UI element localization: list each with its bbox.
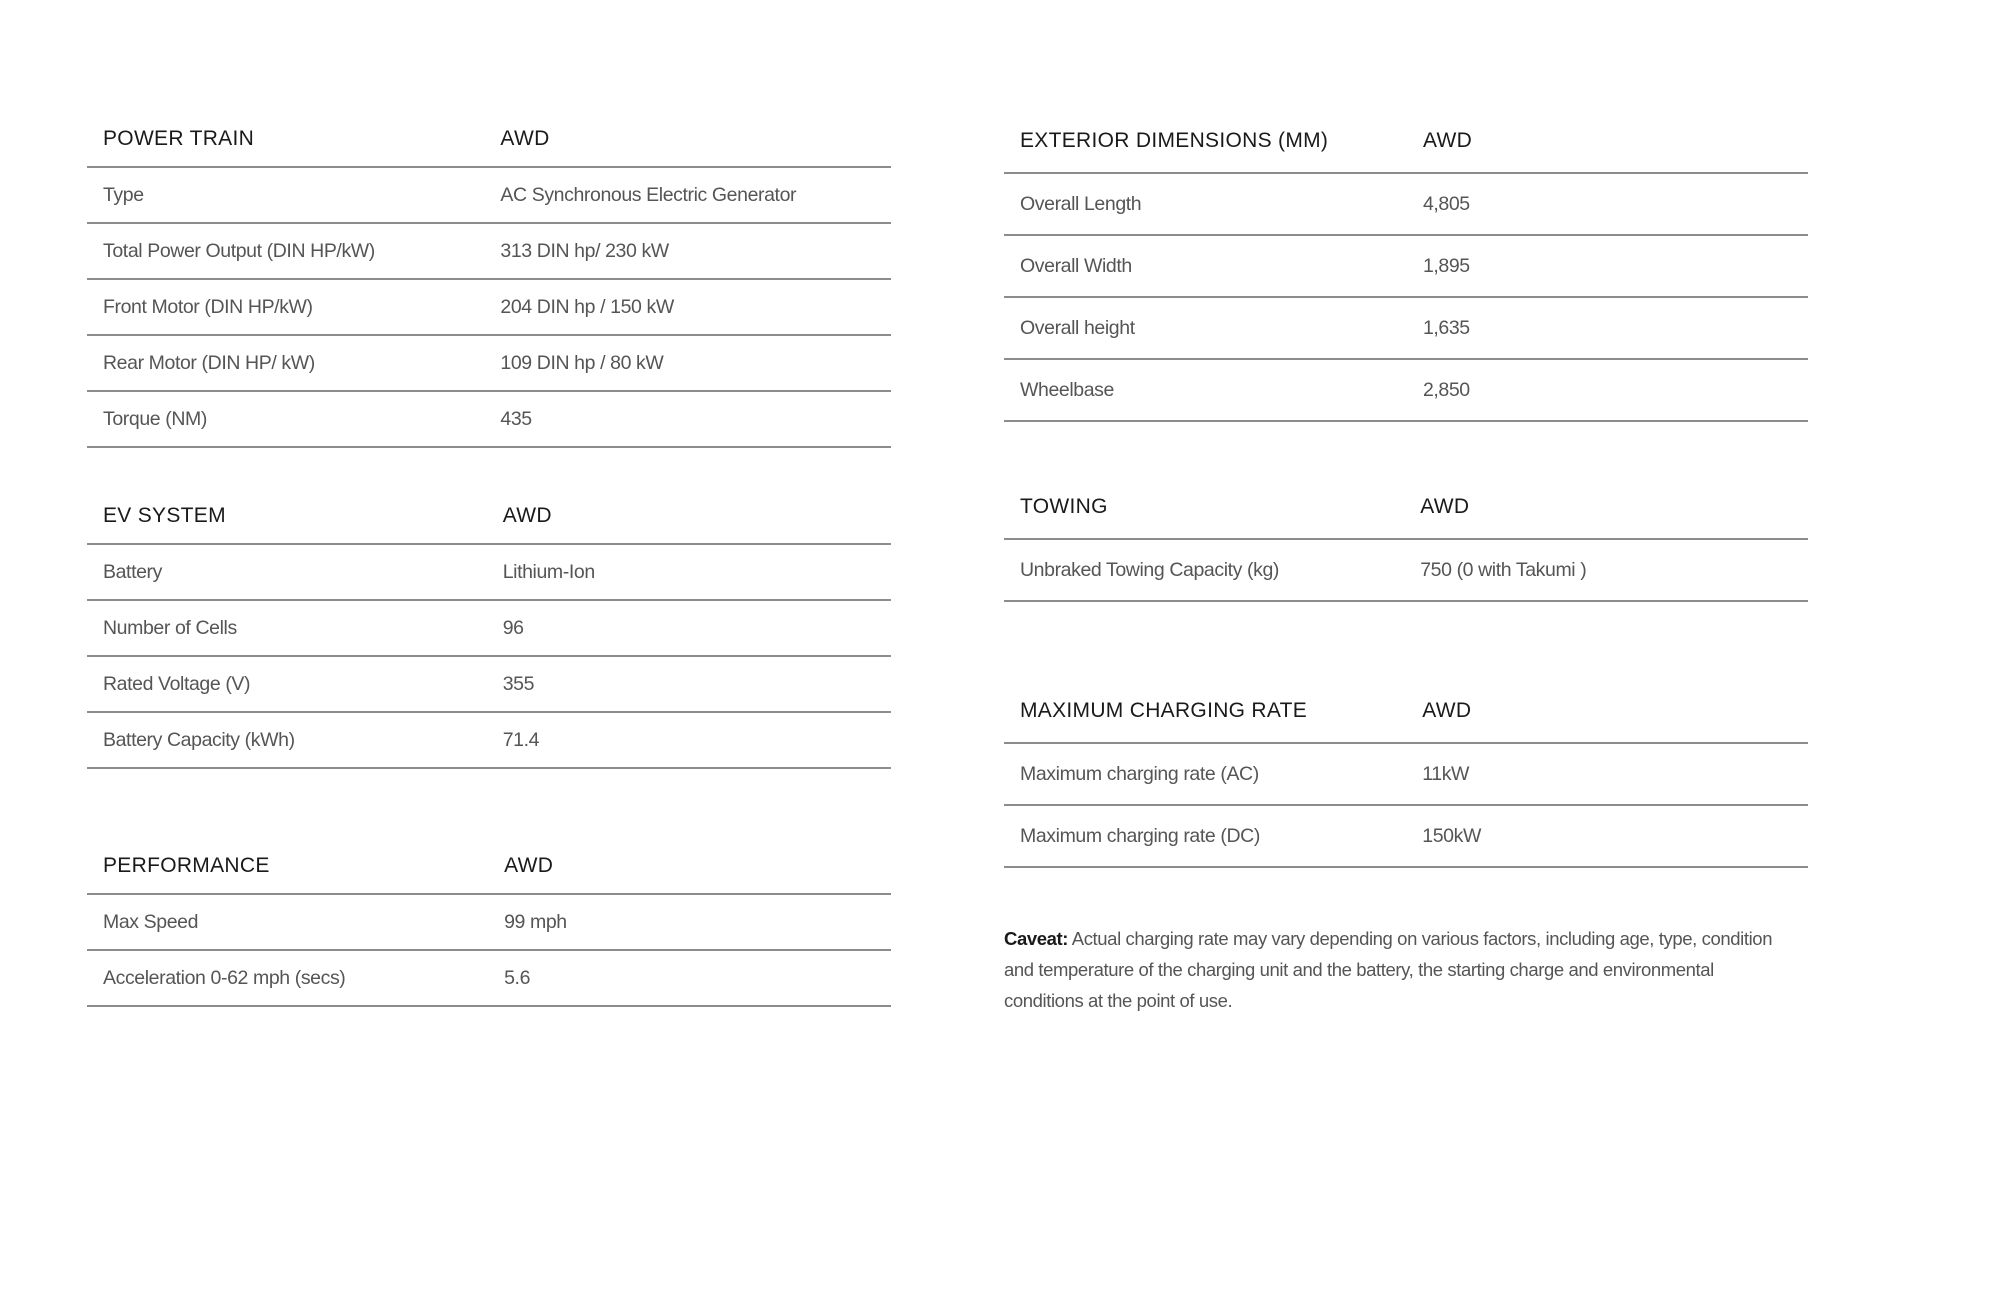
spec-label: Maximum charging rate (AC) bbox=[1004, 743, 1406, 805]
table-heading: POWER TRAIN bbox=[87, 111, 484, 167]
spec-value: 1,895 bbox=[1407, 235, 1808, 297]
table-heading: TOWING bbox=[1004, 476, 1404, 539]
spec-value: 1,635 bbox=[1407, 297, 1808, 359]
caveat-label: Caveat: bbox=[1004, 928, 1069, 949]
spec-value: AC Synchronous Electric Generator bbox=[484, 167, 891, 223]
ev-system-table bbox=[87, 488, 891, 769]
table-row bbox=[87, 335, 891, 391]
spec-label: Battery Capacity (kWh) bbox=[87, 712, 487, 768]
table-header-row bbox=[87, 838, 891, 894]
spec-label: Overall Width bbox=[1004, 235, 1407, 297]
spec-label: Rear Motor (DIN HP/ kW) bbox=[87, 335, 484, 391]
spec-label: Number of Cells bbox=[87, 600, 487, 656]
spec-value: 109 DIN hp / 80 kW bbox=[484, 335, 891, 391]
spec-value: 71.4 bbox=[487, 712, 891, 768]
spec-value: 2,850 bbox=[1407, 359, 1808, 421]
column-heading: AWD bbox=[488, 838, 891, 894]
table-row bbox=[87, 894, 891, 950]
towing-table bbox=[1004, 476, 1808, 602]
spec-label: Front Motor (DIN HP/kW) bbox=[87, 279, 484, 335]
table-row bbox=[87, 950, 891, 1006]
table-header-row bbox=[1004, 476, 1808, 539]
table-header-row bbox=[87, 111, 891, 167]
table-row bbox=[87, 544, 891, 600]
table-row bbox=[87, 223, 891, 279]
spec-label: Rated Voltage (V) bbox=[87, 656, 487, 712]
table-heading: PERFORMANCE bbox=[87, 838, 488, 894]
table-heading: EXTERIOR DIMENSIONS (MM) bbox=[1004, 110, 1407, 173]
spec-value: Lithium-Ion bbox=[487, 544, 891, 600]
column-heading: AWD bbox=[487, 488, 891, 544]
spec-value: 11kW bbox=[1406, 743, 1808, 805]
table-heading: EV SYSTEM bbox=[87, 488, 487, 544]
spec-value: 204 DIN hp / 150 kW bbox=[484, 279, 891, 335]
spec-value: 4,805 bbox=[1407, 173, 1808, 235]
table-row bbox=[87, 167, 891, 223]
table-header-row bbox=[1004, 110, 1808, 173]
table-row bbox=[1004, 743, 1808, 805]
spec-label: Wheelbase bbox=[1004, 359, 1407, 421]
table-row bbox=[87, 600, 891, 656]
powertrain-table bbox=[87, 111, 891, 448]
spec-value: 313 DIN hp/ 230 kW bbox=[484, 223, 891, 279]
spec-value: 750 (0 with Takumi ) bbox=[1404, 539, 1808, 601]
exterior-dimensions-table bbox=[1004, 110, 1808, 422]
spec-value: 355 bbox=[487, 656, 891, 712]
spec-value: 96 bbox=[487, 600, 891, 656]
table-row bbox=[1004, 235, 1808, 297]
table-row bbox=[1004, 805, 1808, 867]
table-row bbox=[87, 391, 891, 447]
spec-label: Max Speed bbox=[87, 894, 488, 950]
spec-label: Battery bbox=[87, 544, 487, 600]
column-heading: AWD bbox=[484, 111, 891, 167]
column-heading: AWD bbox=[1406, 680, 1808, 743]
caveat-note bbox=[1004, 923, 1794, 1016]
spec-label: Total Power Output (DIN HP/kW) bbox=[87, 223, 484, 279]
performance-table bbox=[87, 838, 891, 1007]
spec-value: 99 mph bbox=[488, 894, 891, 950]
column-heading: AWD bbox=[1404, 476, 1808, 539]
spec-value: 5.6 bbox=[488, 950, 891, 1006]
table-row bbox=[87, 712, 891, 768]
spec-label: Maximum charging rate (DC) bbox=[1004, 805, 1406, 867]
table-header-row bbox=[1004, 680, 1808, 743]
spec-label: Acceleration 0-62 mph (secs) bbox=[87, 950, 488, 1006]
charging-rate-table bbox=[1004, 680, 1808, 868]
table-row bbox=[1004, 173, 1808, 235]
spec-label: Overall Length bbox=[1004, 173, 1407, 235]
spec-label: Unbraked Towing Capacity (kg) bbox=[1004, 539, 1404, 601]
table-header-row bbox=[87, 488, 891, 544]
table-row bbox=[87, 279, 891, 335]
spec-label: Torque (NM) bbox=[87, 391, 484, 447]
table-row bbox=[87, 656, 891, 712]
spec-label: Overall height bbox=[1004, 297, 1407, 359]
table-row bbox=[1004, 539, 1808, 601]
table-heading: MAXIMUM CHARGING RATE bbox=[1004, 680, 1406, 743]
spec-value: 435 bbox=[484, 391, 891, 447]
spec-label: Type bbox=[87, 167, 484, 223]
caveat-text: Actual charging rate may vary depending on various factors, including age, type, condition and temperature of the charging unit and the battery, the starting charge and environmental conditions at the point of use. bbox=[1004, 928, 1773, 1011]
spec-value: 150kW bbox=[1406, 805, 1808, 867]
column-heading: AWD bbox=[1407, 110, 1808, 173]
table-row bbox=[1004, 359, 1808, 421]
table-row bbox=[1004, 297, 1808, 359]
